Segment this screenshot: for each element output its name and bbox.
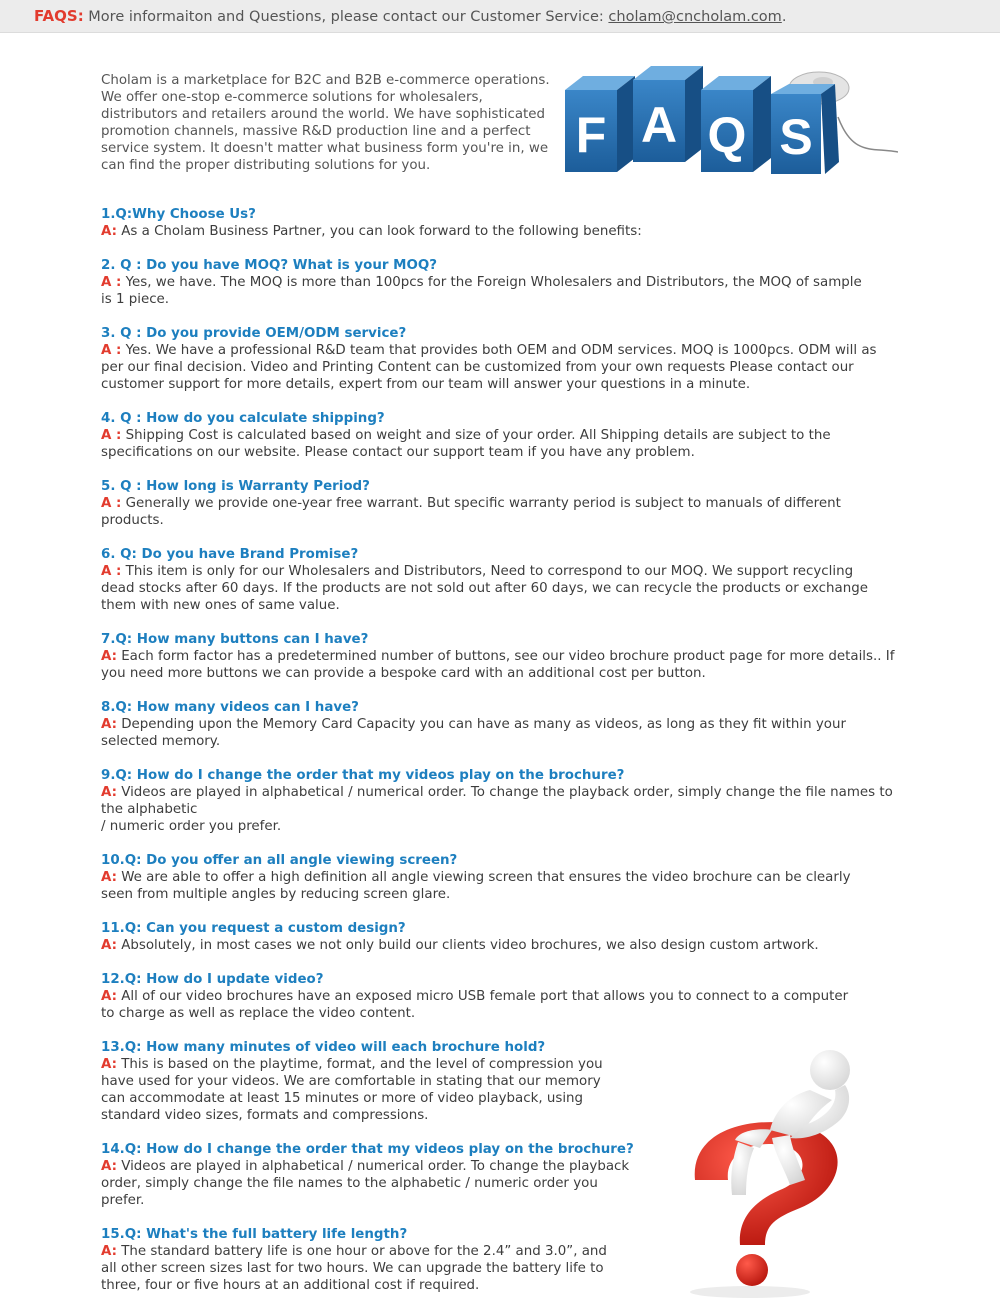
faq-answer [101, 988, 861, 1022]
faq-item-6 [101, 546, 881, 614]
answer-text: Each form factor has a predetermined number of buttons, see our video brochure product page for more details.. If you need more buttons we can provide a bespoke card with an additional cost per button. [101, 649, 895, 681]
faq-question: 3. Q : Do you provide OEM/ODM service? [101, 326, 407, 341]
faq-item-8 [101, 699, 891, 750]
faq-item-7 [101, 631, 901, 682]
faq-answer [101, 1056, 621, 1124]
faq-question: 4. Q : How do you calculate shipping? [101, 411, 385, 426]
faq-answer [101, 223, 642, 240]
answer-label: A : [101, 428, 122, 443]
faq-item-9 [101, 767, 896, 835]
faq-answer [101, 937, 901, 954]
cube-letter-q: Q [707, 107, 747, 163]
answer-label: A: [101, 785, 117, 800]
answer-text: Depending upon the Memory Card Capacity you can have as many as videos, as long as they fit within your selected memory. [101, 717, 846, 749]
answer-label: A : [101, 343, 122, 358]
answer-label: A: [101, 989, 117, 1004]
faq-item-10 [101, 852, 886, 903]
answer-text: All of our video brochures have an exposed micro USB female port that allows you to connect to a computer to charge as well as replace the video content. [101, 989, 849, 1021]
faq-item-3 [101, 325, 901, 393]
faq-answer [101, 1243, 621, 1294]
answer-text: Yes, we have. The MOQ is more than 100pcs for the Foreign Wholesalers and Distributors, the MOQ of sample is 1 piece. [101, 275, 862, 307]
faq-answer [101, 563, 881, 614]
answer-text: Videos are played in alphabetical / numerical order. To change the playback order, simply change the file names to the alphabetic / numeric order you prefer. [101, 785, 893, 834]
faq-question: 8.Q: How many videos can I have? [101, 700, 359, 715]
faq-item-14 [101, 1141, 634, 1209]
cube-letter-f: F [575, 107, 607, 163]
customer-service-email-link[interactable]: cholam@cncholam.com [608, 9, 782, 25]
answer-text: Yes. We have a professional R&D team that provides both OEM and ODM services. MOQ is 1000pcs. ODM will as per our final decision. Video and Printing Content can be customized from your own requests Please contact our customer support for more details, expert from our team will answer your questions in a minute. [101, 343, 877, 392]
faq-question: 2. Q : Do you have MOQ? What is your MOQ? [101, 258, 438, 273]
answer-label: A: [101, 1244, 117, 1259]
answer-text: The standard battery life is one hour or above for the 2.4” and 3.0”, and all other screen sizes last for two hours. We can upgrade the battery life to three, four or five hours at an additional cost if required. [101, 1244, 607, 1293]
answer-label: A: [101, 649, 117, 664]
faq-item-2 [101, 257, 866, 308]
faq-answer [101, 784, 896, 835]
faq-question: 10.Q: Do you offer an all angle viewing screen? [101, 853, 458, 868]
answer-label: A : [101, 564, 122, 579]
banner-text: More informaiton and Questions, please contact our Customer Service: [83, 9, 609, 25]
faq-question: 14.Q: How do I change the order that my videos play on the brochure? [101, 1142, 634, 1157]
intro-paragraph: Cholam is a marketplace for B2C and B2B e-commerce operations. We offer one-stop e-commerce solutions for wholesalers, distributors and retailers around the world. We have sophisticated promotion channels, massive R&D production line and a perfect service system. It doesn't matter what business form you're in, we can find the proper distributing solutions for you. [101, 73, 550, 173]
faq-item-5 [101, 478, 861, 529]
answer-text: Shipping Cost is calculated based on weight and size of your order. All Shipping details are subject to the specifications on our website. Please contact our support team if you have any problem. [101, 428, 831, 460]
faq-question: 1.Q:Why Choose Us? [101, 207, 256, 222]
faq-answer [101, 716, 891, 750]
answer-label: A: [101, 938, 117, 953]
answer-text: Videos are played in alphabetical / numerical order. To change the playback order, simply change the file names to the alphabetic / numeric order you prefer. [101, 1159, 630, 1208]
faq-item-12 [101, 971, 861, 1022]
faq-answer [101, 869, 886, 903]
banner-suffix: . [781, 9, 787, 25]
answer-text: As a Cholam Business Partner, you can look forward to the following benefits: [116, 224, 642, 239]
faq-question: 11.Q: Can you request a custom design? [101, 921, 406, 936]
faq-answer [101, 495, 861, 529]
faq-item-15 [101, 1226, 621, 1294]
cube-letter-s: S [779, 109, 813, 165]
answer-label: A: [101, 224, 117, 239]
faq-item-11 [101, 920, 901, 954]
answer-label: A: [101, 717, 117, 732]
faqs-cubes-illustration [553, 62, 898, 187]
faq-answer [101, 427, 901, 461]
faq-item-4 [101, 410, 901, 461]
faqs-tag: FAQS: [34, 7, 84, 25]
faq-question: 15.Q: What's the full battery life length? [101, 1227, 408, 1242]
faq-question: 9.Q: How do I change the order that my videos play on the brochure? [101, 768, 625, 783]
answer-label: A : [101, 496, 122, 511]
faq-answer [101, 274, 866, 308]
answer-text: This item is only for our Wholesalers and Distributors, Need to correspond to our MOQ. We support recycling dead stocks after 60 days. If the products are not sold out after 60 days, we can recycle the products or exchange them with new ones of same value. [101, 564, 868, 613]
answer-label: A: [101, 1057, 117, 1072]
cube-letter-a: A [640, 97, 678, 153]
answer-label: A: [101, 870, 117, 885]
faq-item-13 [101, 1039, 621, 1124]
faq-question: 13.Q: How many minutes of video will each brochure hold? [101, 1040, 546, 1055]
answer-label: A: [101, 1159, 117, 1174]
answer-label: A : [101, 275, 122, 290]
faq-answer [101, 342, 901, 393]
faq-answer [101, 1158, 631, 1209]
intro-section [101, 72, 551, 174]
answer-text: We are able to offer a high definition all angle viewing screen that ensures the video brochure can be clearly seen from multiple angles by reducing screen glare. [101, 870, 851, 902]
faq-question: 12.Q: How do I update video? [101, 972, 324, 987]
faq-item-1 [101, 206, 642, 240]
answer-text: Generally we provide one-year free warrant. But specific warranty period is subject to manuals of different products. [101, 496, 841, 528]
faq-question: 6. Q: Do you have Brand Promise? [101, 547, 359, 562]
thinking-person-question-mark-illustration [640, 1030, 880, 1300]
faq-answer [101, 648, 901, 682]
answer-text: Absolutely, in most cases we not only build our clients video brochures, we also design custom artwork. [116, 938, 819, 953]
answer-text: This is based on the playtime, format, and the level of compression you have used for your videos. We are comfortable in stating that our memory can accommodate at least 15 minutes or more of video playback, using standard video sizes, formats and compressions. [101, 1057, 603, 1123]
faq-question: 7.Q: How many buttons can I have? [101, 632, 369, 647]
top-banner [0, 0, 1000, 33]
faq-question: 5. Q : How long is Warranty Period? [101, 479, 370, 494]
